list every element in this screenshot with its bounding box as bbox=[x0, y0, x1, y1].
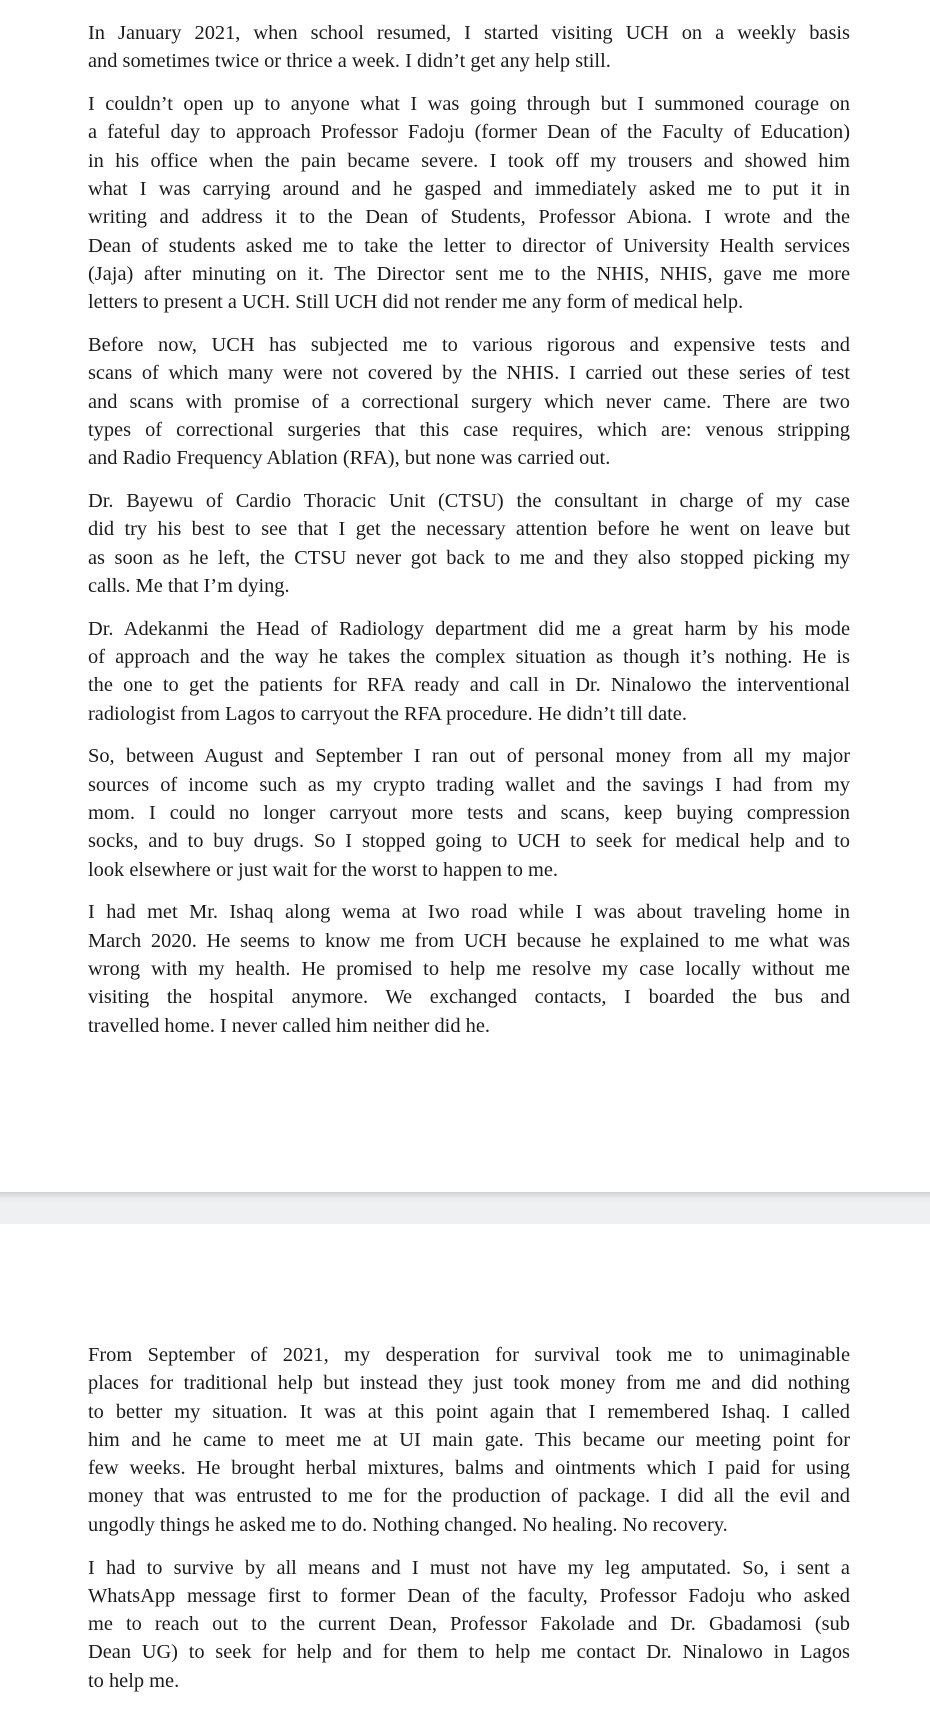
text-line: of approach and the way he takes the complex situation as though it’s nothing. He is bbox=[88, 645, 850, 668]
text-line: him and he came to meet me at UI main gate. This became our meeting point for bbox=[88, 1428, 850, 1451]
paragraph bbox=[88, 90, 850, 316]
text-line: scans of which many were not covered by the NHIS. I carried out these series of test bbox=[88, 362, 850, 385]
text-line: places for traditional help but instead they just took money from me and did nothing bbox=[88, 1372, 850, 1395]
page-2-text-column bbox=[88, 1341, 850, 1695]
text-line: the one to get the patients for RFA ready and call in Dr. Ninalowo the interventional bbox=[88, 674, 850, 697]
text-line: did try his best to see that I get the necessary attention before he went on leave but bbox=[88, 518, 850, 541]
paragraph bbox=[88, 742, 850, 883]
text-line: socks, and to buy drugs. So I stopped going to UCH to seek for medical help and to bbox=[88, 830, 850, 853]
paragraph bbox=[88, 898, 850, 1039]
text-line: (Jaja) after minuting on it. The Director sent me to the NHIS, NHIS, gave me more bbox=[88, 262, 850, 285]
paragraph-gap bbox=[88, 884, 850, 899]
text-line: sources of income such as my crypto trading wallet and the savings I had from my bbox=[88, 773, 850, 796]
page-separator bbox=[0, 1192, 930, 1224]
paragraph-gap bbox=[88, 472, 850, 487]
text-line: to better my situation. It was at this point again that I remembered Ishaq. I called bbox=[88, 1400, 850, 1423]
text-line: So, between August and September I ran out of personal money from all my major bbox=[88, 745, 850, 768]
text-line: look elsewhere or just wait for the worst to happen to me. bbox=[88, 858, 559, 881]
text-line: Dean of students asked me to take the letter to director of University Health services bbox=[88, 234, 850, 257]
paragraph bbox=[88, 19, 850, 76]
text-line: I had to survive by all means and I must not have my leg amputated. So, i sent a bbox=[88, 1556, 850, 1579]
text-line: as soon as he left, the CTSU never got back to me and they also stopped picking my bbox=[88, 546, 850, 569]
text-line: In January 2021, when school resumed, I started visiting UCH on a weekly basis bbox=[88, 22, 850, 44]
text-line: and scans with promise of a correctional surgery which never came. There are two bbox=[88, 390, 850, 413]
text-line: to help me. bbox=[88, 1669, 180, 1692]
paragraph-gap bbox=[88, 1539, 850, 1554]
text-line: From September of 2021, my desperation for survival took me to unimaginable bbox=[88, 1344, 850, 1366]
paragraph bbox=[88, 487, 850, 600]
text-line: I couldn’t open up to anyone what I was going through but I summoned courage on bbox=[88, 93, 850, 116]
text-line: travelled home. I never called him neither did he. bbox=[88, 1014, 490, 1037]
text-line: Dr. Bayewu of Cardio Thoracic Unit (CTSU) the consultant in charge of my case bbox=[88, 489, 850, 512]
document-page-2 bbox=[0, 1224, 930, 1730]
paragraph-gap bbox=[88, 728, 850, 743]
paragraph bbox=[88, 1554, 850, 1695]
text-line: mom. I could no longer carryout more tests and scans, keep buying compression bbox=[88, 801, 850, 824]
text-line: Dr. Adekanmi the Head of Radiology department did me a great harm by his mode bbox=[88, 617, 850, 640]
text-line: writing and address it to the Dean of Students, Professor Abiona. I wrote and the bbox=[88, 206, 850, 229]
text-line: visiting the hospital anymore. We exchanged contacts, I boarded the bus and bbox=[88, 986, 850, 1009]
text-line: letters to present a UCH. Still UCH did not render me any form of medical help. bbox=[88, 291, 744, 314]
text-line: radiologist from Lagos to carryout the RFA procedure. He didn’t till date. bbox=[88, 702, 687, 725]
paragraph bbox=[88, 615, 850, 728]
text-line: me to reach out to the current Dean, Professor Fakolade and Dr. Gbadamosi (sub bbox=[88, 1613, 850, 1636]
text-line: types of correctional surgeries that this case requires, which are: venous stripping bbox=[88, 418, 850, 441]
text-line: money that was entrusted to me for the production of package. I did all the evil and bbox=[88, 1485, 850, 1508]
paragraph bbox=[88, 331, 850, 472]
text-line: few weeks. He brought herbal mixtures, balms and ointments which I paid for using bbox=[88, 1457, 850, 1480]
text-line: Before now, UCH has subjected me to various rigorous and expensive tests and bbox=[88, 333, 850, 356]
text-line: WhatsApp message first to former Dean of the faculty, Professor Fadoju who asked bbox=[88, 1584, 850, 1607]
paragraph-gap bbox=[88, 600, 850, 615]
text-line: and Radio Frequency Ablation (RFA), but none was carried out. bbox=[88, 447, 611, 470]
text-line: ungodly things he asked me to do. Nothing changed. No healing. No recovery. bbox=[88, 1513, 728, 1536]
paragraph-gap bbox=[88, 76, 850, 91]
page-1-text-column bbox=[88, 19, 850, 1040]
text-line: calls. Me that I’m dying. bbox=[88, 574, 290, 597]
text-line: I had met Mr. Ishaq along wema at Iwo road while I was about traveling home in bbox=[88, 901, 850, 924]
text-line: in his office when the pain became severe. I took off my trousers and showed him bbox=[88, 149, 850, 172]
text-line: what I was carrying around and he gasped and immediately asked me to put it in bbox=[88, 177, 850, 200]
text-line: a fateful day to approach Professor Fadoju (former Dean of the Faculty of Education) bbox=[88, 121, 850, 144]
text-line: wrong with my health. He promised to help me resolve my case locally without me bbox=[88, 957, 850, 980]
paragraph-gap bbox=[88, 316, 850, 331]
text-line: Dean UG) to seek for help and for them to help me contact Dr. Ninalowo in Lagos bbox=[88, 1641, 850, 1664]
text-line: and sometimes twice or thrice a week. I didn’t get any help still. bbox=[88, 50, 611, 73]
text-line: March 2020. He seems to know me from UCH because he explained to me what was bbox=[88, 929, 850, 952]
paragraph bbox=[88, 1341, 850, 1539]
